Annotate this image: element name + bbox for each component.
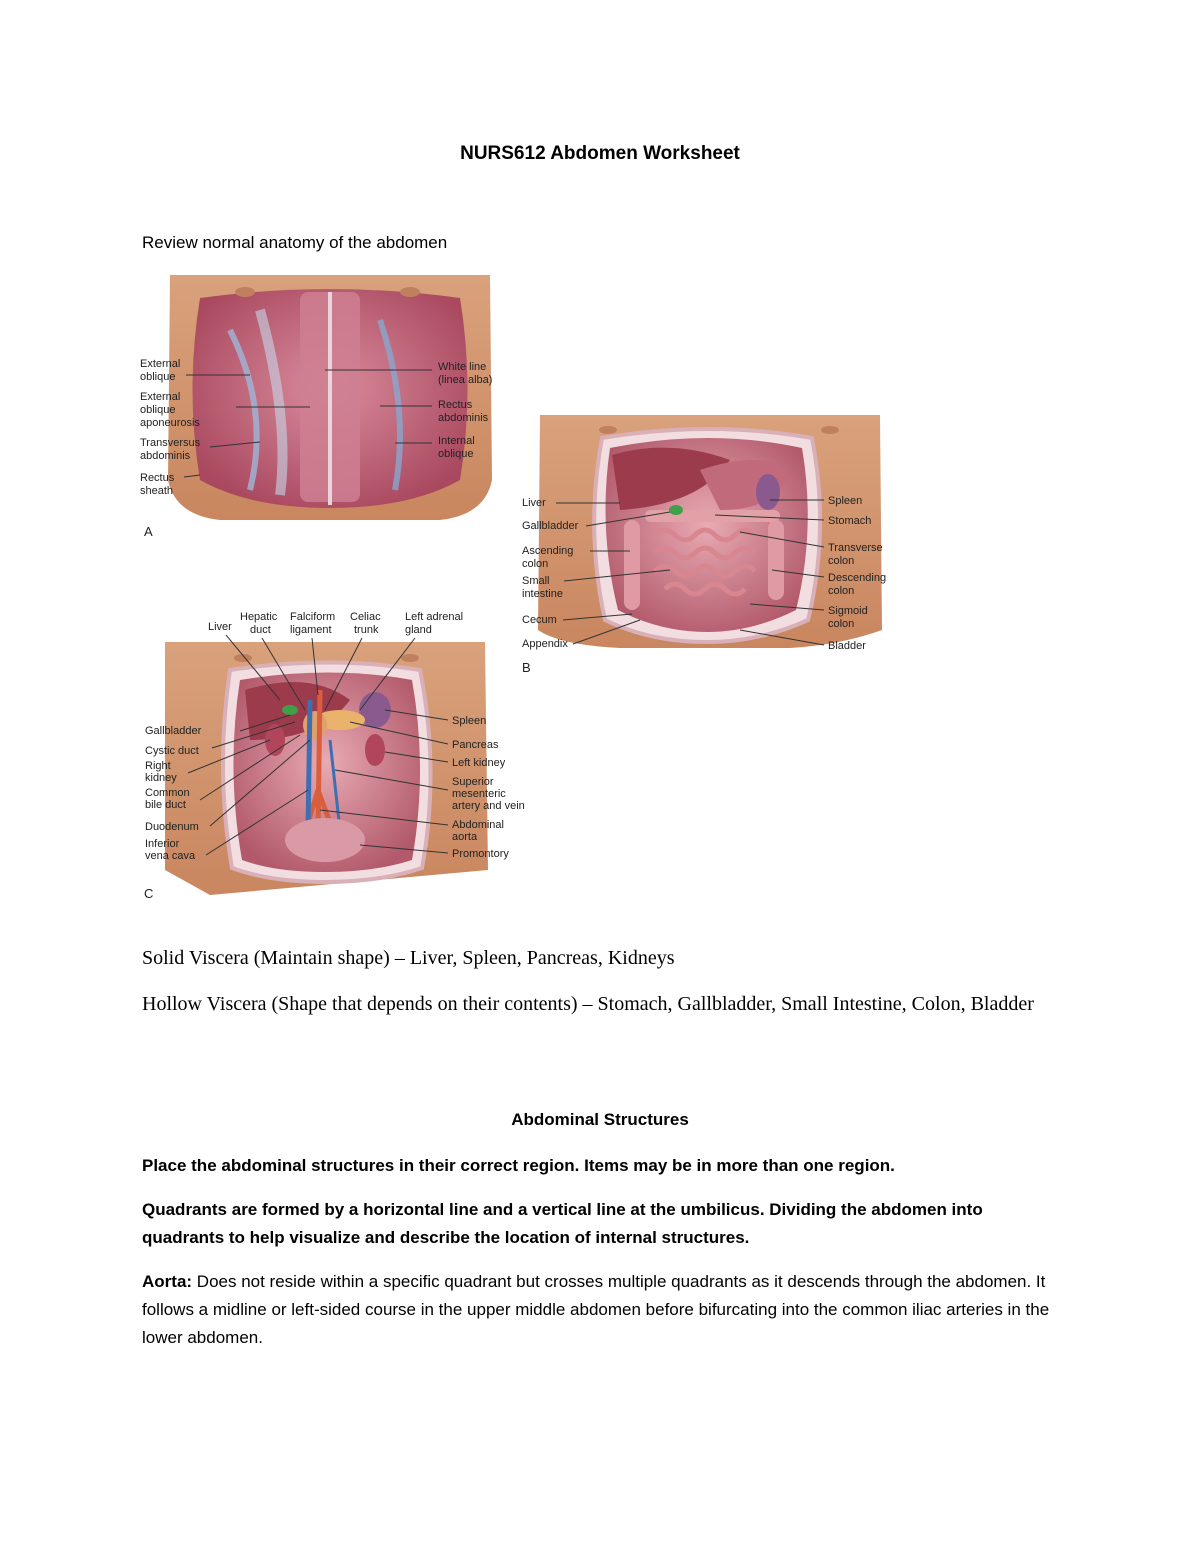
panel-c-left-label-1: Gallbladder xyxy=(145,725,202,737)
aorta-paragraph xyxy=(142,1268,1062,1352)
aorta-term: Aorta: xyxy=(142,1272,193,1291)
solid-viscera-text: Solid Viscera (Maintain shape) – Liver, Spleen, Pancreas, Kidneys xyxy=(142,947,675,969)
panel-b-left-label-6: Appendix xyxy=(522,638,568,650)
panel-c-left-label-6: Inferior vena cava xyxy=(145,838,196,862)
panel-b-left-label-1: Liver xyxy=(522,497,546,509)
panel-b-letter: B xyxy=(522,660,531,675)
panel-a-left-label-1: External oblique xyxy=(140,358,181,383)
panel-a-right-label-2: Rectus abdominis xyxy=(438,399,489,424)
panel-a-right-label-3: Internal oblique xyxy=(438,435,475,460)
panel-a-left-label-2: External oblique aponeurosis xyxy=(140,391,200,429)
panel-b-left-label-3: Ascending colon xyxy=(522,545,574,570)
intro-text: Review normal anatomy of the abdomen xyxy=(142,233,448,252)
panel-c-illustration xyxy=(165,642,488,895)
panel-a-illustration xyxy=(168,275,492,520)
panel-c-right-label-6: Promontory xyxy=(452,848,509,860)
panel-c-right-label-4: Superior mesenteric artery and vein xyxy=(452,776,525,812)
panel-b-right-label-1: Spleen xyxy=(828,495,863,507)
panel-c-right-label-5: Abdominal aorta xyxy=(452,819,504,843)
panel-b-left-label-2: Gallbladder xyxy=(522,520,579,532)
panel-a-right-label-1: White line (linea alba) xyxy=(438,361,493,386)
panel-b-left-label-4: Small intestine xyxy=(522,575,563,600)
panel-c-top-label-1: Liver xyxy=(208,621,232,633)
panel-c-left-label-4: Common bile duct xyxy=(145,787,190,811)
panel-c-left-label-2: Cystic duct xyxy=(145,745,199,757)
panel-c-top-label-3: Falciform ligament xyxy=(290,611,336,636)
panel-c-right-label-2: Pancreas xyxy=(452,739,499,751)
panel-c-right-label-3: Left kidney xyxy=(452,757,506,769)
panel-c-top-label-2: Hepatic duct xyxy=(240,611,278,636)
instruction-quadrants: Quadrants are formed by a horizontal line and a vertical line at the umbilicus. Dividing the abdomen into quadrants to help visualize and describe the location of internal structures. xyxy=(142,1200,983,1247)
panel-c-left-label-3: Right kidney xyxy=(145,760,177,784)
hollow-viscera-text: Hollow Viscera (Shape that depends on their contents) – Stomach, Gallbladder, Small Intestine, Colon, Bladder xyxy=(142,993,1034,1015)
panel-c-top-label-5: Left adrenal gland xyxy=(405,611,464,636)
panel-b-right-label-6: Bladder xyxy=(828,640,866,652)
panel-b-right-label-4: Descending colon xyxy=(828,572,887,597)
panel-a-left-label-4: Rectus sheath xyxy=(140,472,175,497)
panel-b-right-label-2: Stomach xyxy=(828,515,872,527)
panel-b-right-label-3: Transverse colon xyxy=(828,542,883,567)
panel-b-left-label-5: Cecum xyxy=(522,614,557,626)
page-title: NURS612 Abdomen Worksheet xyxy=(460,143,740,164)
aorta-description: Does not reside within a specific quadrant but crosses multiple quadrants as it descends through the abdomen. It follows a midline or left-sided course in the upper middle abdomen before bifurcating into the common iliac arteries in the lower abdomen. xyxy=(142,1272,1050,1347)
instruction-regions: Place the abdominal structures in their correct region. Items may be in more than one region. xyxy=(142,1156,895,1175)
panel-c-left-label-5: Duodenum xyxy=(145,821,199,833)
panel-c-right-label-1: Spleen xyxy=(452,715,487,727)
abdomen-anatomy-figure xyxy=(140,270,900,910)
panel-c-top-label-4: Celiac trunk xyxy=(350,611,381,636)
panel-c-letter: C xyxy=(144,886,154,901)
panel-b-right-label-5: Sigmoid colon xyxy=(828,605,868,630)
panel-a-left-label-3: Transversus abdominis xyxy=(140,437,201,462)
panel-a-letter: A xyxy=(144,524,153,539)
section-title: Abdominal Structures xyxy=(511,1110,689,1129)
